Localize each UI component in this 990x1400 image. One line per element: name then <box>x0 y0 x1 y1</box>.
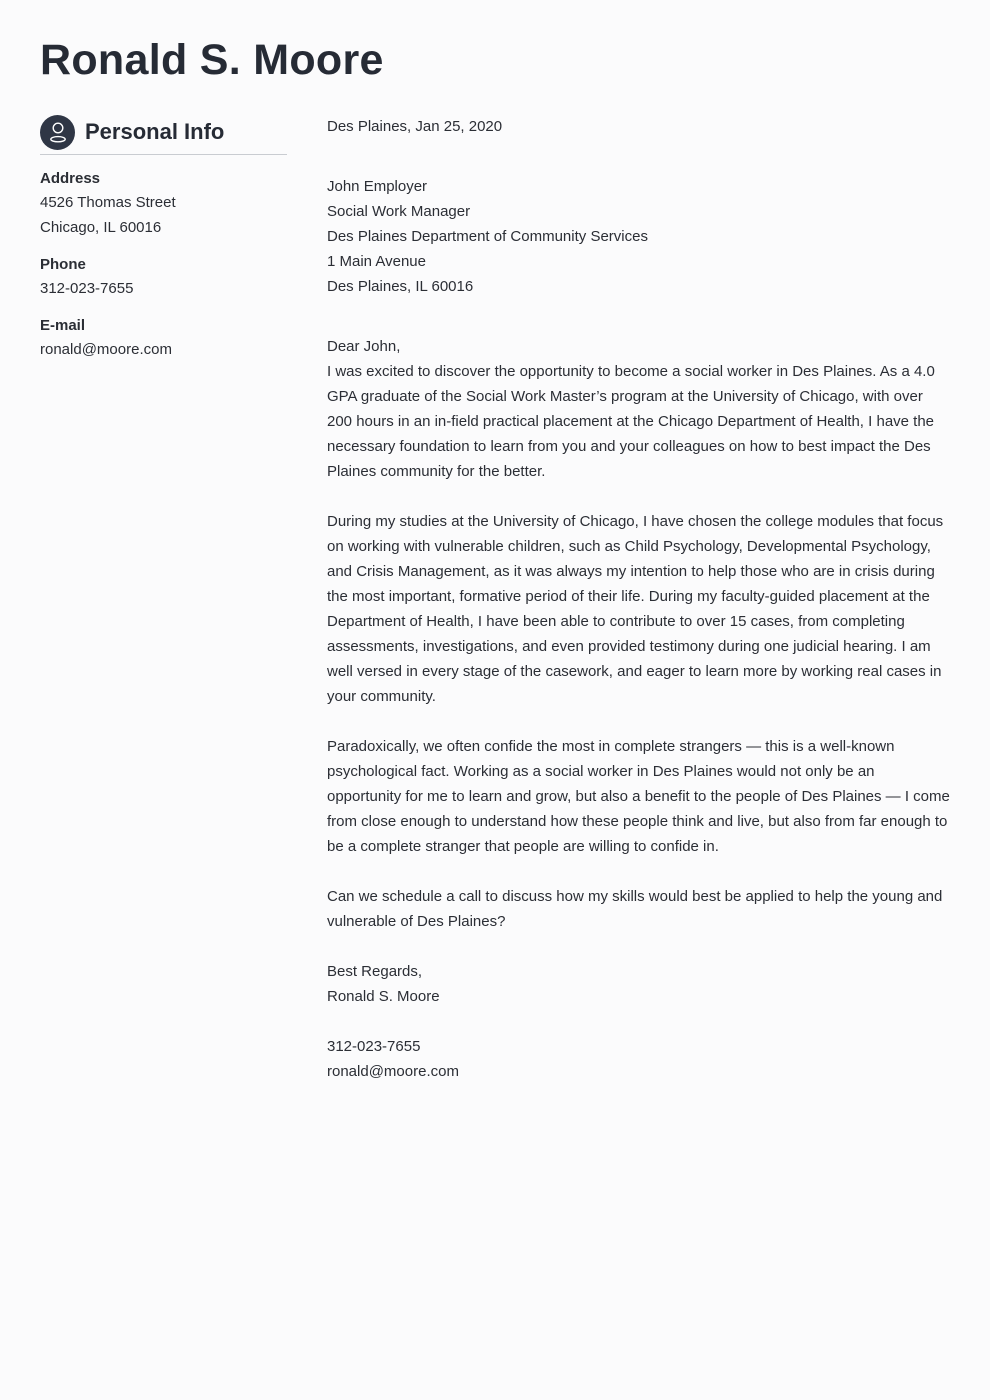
recipient-title: Social Work Manager <box>327 203 471 220</box>
recipient-street: 1 Main Avenue <box>327 253 426 270</box>
email-value: ronald@moore.com <box>40 341 172 358</box>
phone-block <box>40 254 287 301</box>
footer-phone: 312-023-7655 <box>327 1038 421 1055</box>
recipient-block <box>327 174 952 299</box>
email-block <box>40 315 287 362</box>
recipient-name: John Employer <box>327 178 428 195</box>
user-icon <box>40 115 75 150</box>
salutation: Dear John, <box>327 338 401 355</box>
letter-paragraph: Can we schedule a call to discuss how my skills would best be applied to help the young and vulnerable of Des Plaines? <box>327 888 943 930</box>
letter-paragraph: Paradoxically, we often confide the most in complete strangers — this is a well-known psychological fact. Working as a social worker in Des Plaines would not only be an opportunity for me to learn and grow, but also a benefit to the people of Des Plaines — I come from close enough to understand how these people think and live, but also from far enough to be a complete stranger that people are willing to confide in. <box>327 738 950 855</box>
recipient-city: Des Plaines, IL 60016 <box>327 278 474 295</box>
footer-email: ronald@moore.com <box>327 1063 459 1080</box>
address-label: Address <box>40 170 101 187</box>
letter-paragraph: I was excited to discover the opportunity to become a social worker in Des Plaines. As a 4.0 GPA graduate of the Social Work Master’s program at the University of Chicago, with over 200 hours in an in-field practical placement at the Chicago Department of Health, I have the necessary foundation to learn from you and your colleagues on how to best impact the Des Plaines community for the better. <box>327 363 935 480</box>
signature-name: Ronald S. Moore <box>327 988 440 1005</box>
recipient-organization: Des Plaines Department of Community Services <box>327 228 648 245</box>
email-label: E-mail <box>40 317 86 334</box>
letter-paragraph: During my studies at the University of Chicago, I have chosen the college modules that focus on working with vulnerable children, such as Child Psychology, Developmental Psychology, and Crisis Management, as it was always my intention to help those who are in crisis during the most important, formative period of their life. During my faculty-guided placement at the Department of Health, I have been able to contribute to over 15 cases, from completing assessments, investigations, and even provided testimony during one judicial hearing. I am well versed in every stage of the casework, and eager to learn more by working real cases in your community. <box>327 513 944 705</box>
letter-body <box>327 114 952 1084</box>
address-line-1: 4526 Thomas Street <box>40 194 176 211</box>
personal-info-title: Personal Info <box>85 119 225 144</box>
phone-label: Phone <box>40 256 86 273</box>
personal-info-sidebar <box>40 114 287 362</box>
phone-value: 312-023-7655 <box>40 280 134 297</box>
closing: Best Regards, <box>327 963 423 980</box>
letter-date-line: Des Plaines, Jan 25, 2020 <box>327 118 503 135</box>
applicant-name: Ronald S. Moore <box>40 36 384 84</box>
address-block <box>40 168 287 240</box>
personal-info-header <box>40 114 287 155</box>
address-line-2: Chicago, IL 60016 <box>40 219 162 236</box>
